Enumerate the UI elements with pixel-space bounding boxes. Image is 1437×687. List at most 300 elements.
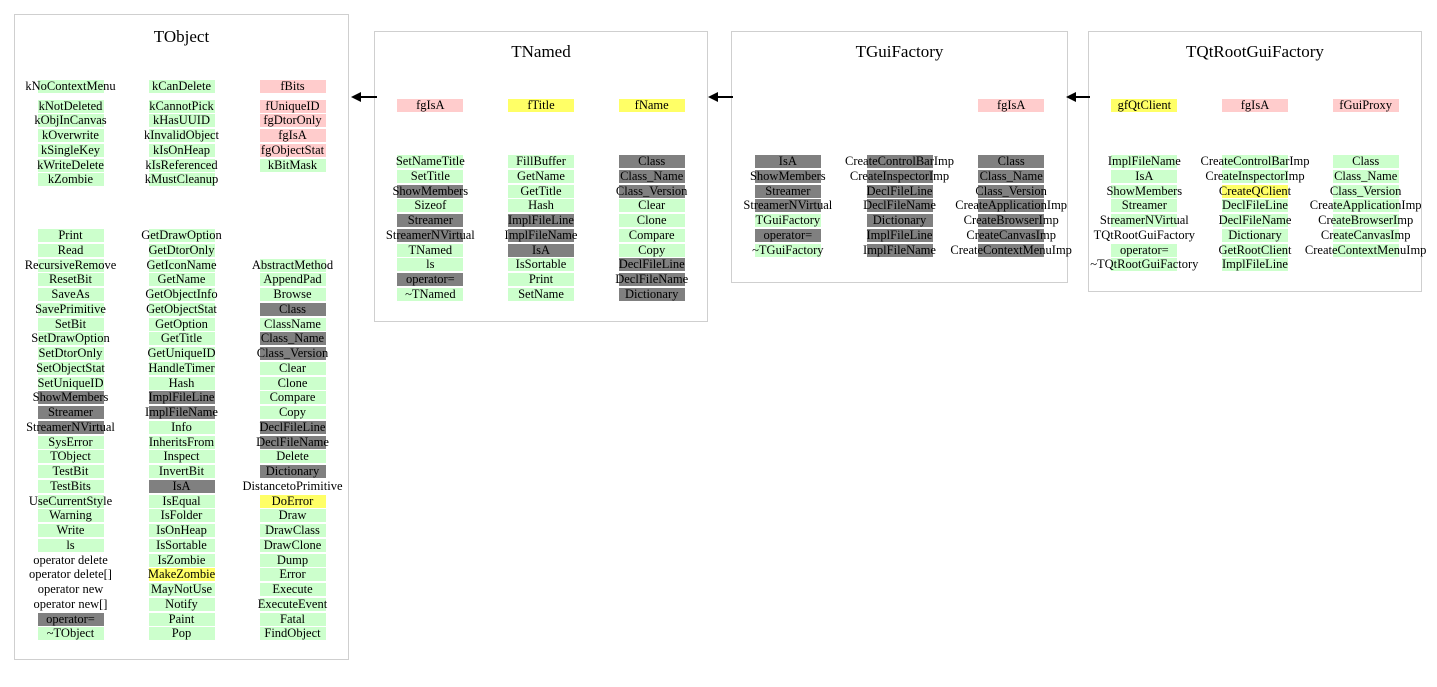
method-chip-execute[interactable] <box>260 583 326 596</box>
method-label: operator= <box>46 611 95 626</box>
method-chip-clear[interactable] <box>260 362 326 375</box>
method-label: Class_Version <box>1329 183 1402 198</box>
method-label: MayNotUse <box>150 582 213 596</box>
method-chip-class-version[interactable] <box>615 183 688 198</box>
method-chip-isa[interactable] <box>508 244 574 257</box>
method-chip-setname[interactable] <box>508 288 574 301</box>
method-label: SetDrawOption <box>31 331 110 346</box>
method-chip-getrootclient[interactable] <box>1218 242 1292 257</box>
method-chip-usecurrentstyle[interactable] <box>28 493 113 508</box>
method-chip-createapplicationimp[interactable] <box>1309 198 1422 213</box>
method-label: operator= <box>405 272 455 286</box>
attribute-label: kBitMask <box>267 157 318 172</box>
method-chip-makezombie[interactable] <box>149 568 215 581</box>
method-chip-implfileline[interactable] <box>508 214 574 227</box>
attribute-label: kCanDelete <box>151 79 211 93</box>
method-chip-createcontextmenuimp[interactable] <box>1304 242 1427 257</box>
method-label: StreamerNVirtual <box>385 227 475 242</box>
tobject-attrs-column-3 <box>237 80 348 188</box>
attribute-chip-gfqtclient[interactable] <box>1111 99 1177 112</box>
method-chip-gettitle[interactable] <box>508 185 574 198</box>
attribute-chip-fgdtoronly[interactable] <box>260 114 326 127</box>
attribute-label: kIsReferenced <box>145 157 218 172</box>
method-chip-compare[interactable] <box>260 391 326 404</box>
method-chip-delete[interactable] <box>260 450 326 463</box>
method-label: CreateBrowserImp <box>963 213 1059 227</box>
method-chip-streamer[interactable] <box>1111 199 1177 212</box>
method-chip-implfileline[interactable] <box>149 391 215 404</box>
attribute-label: fgIsA <box>278 128 307 142</box>
method-label: Copy <box>638 242 666 257</box>
method-chip-tguifactory[interactable] <box>755 214 821 227</box>
method-chip-issortable[interactable] <box>149 539 215 552</box>
method-chip-info[interactable] <box>149 421 215 434</box>
method-label: GetName <box>157 272 206 287</box>
method-label: IsFolder <box>160 508 203 523</box>
method-chip-distancetoprimitive[interactable] <box>242 478 343 493</box>
method-label: DrawClone <box>263 537 322 552</box>
method-label: Class_Version <box>975 183 1047 198</box>
attribute-chip-fgobjectstat[interactable] <box>260 144 326 157</box>
method-chip-copy[interactable] <box>619 244 685 257</box>
method-chip-print[interactable] <box>38 229 104 242</box>
class-title-tqtrootguifactory[interactable]: TQtRootGuiFactory <box>1186 42 1324 61</box>
attribute-label: kMustCleanup <box>144 172 219 187</box>
method-label: ImplFileLine <box>1222 257 1288 272</box>
method-chip-operator[interactable] <box>397 273 463 286</box>
method-chip-classname[interactable] <box>260 318 326 331</box>
tnamed-methods-column-1 <box>375 155 486 303</box>
attribute-chip-kwritedelete[interactable] <box>38 159 104 172</box>
tobject-attrs-column-2 <box>126 80 237 188</box>
method-chip-declfilename[interactable] <box>1218 213 1292 227</box>
method-chip-class-version[interactable] <box>256 346 329 360</box>
method-label: DistancetoPrimitive <box>242 478 343 493</box>
method-chip-streamernvirtual[interactable] <box>385 227 475 242</box>
method-chip-inheritsfrom[interactable] <box>149 436 215 449</box>
method-chip-drawclass[interactable] <box>260 524 326 537</box>
method-chip-handletimer[interactable] <box>149 362 215 375</box>
method-chip-resetbit[interactable] <box>38 273 104 286</box>
method-chip-dump[interactable] <box>260 554 326 567</box>
method-chip-issortable[interactable] <box>508 258 574 271</box>
method-chip-fillbuffer[interactable] <box>508 155 574 168</box>
class-title-tobject[interactable]: TObject <box>153 27 210 46</box>
method-label: ls <box>426 257 435 272</box>
method-chip-browse[interactable] <box>260 288 326 301</box>
method-chip-showmembers[interactable] <box>1106 183 1183 198</box>
method-chip-streamer[interactable] <box>755 185 821 198</box>
method-label: DeclFileName <box>863 198 936 213</box>
method-label: ImplFileLine <box>508 213 574 227</box>
method-label: ImplFileLine <box>866 227 933 242</box>
tobject-attrs-section <box>15 80 348 188</box>
method-chip-write[interactable] <box>38 524 104 537</box>
method-chip-implfilename[interactable] <box>145 405 218 419</box>
method-label: Class_Name <box>260 331 325 346</box>
method-chip-tguifactory[interactable] <box>752 242 824 257</box>
method-chip-declfilename[interactable] <box>256 434 329 449</box>
method-chip-clear[interactable] <box>619 199 685 212</box>
method-label: ImplFileName <box>145 405 218 419</box>
method-chip-operator[interactable] <box>38 613 104 626</box>
method-chip-operator-delete[interactable] <box>29 567 112 582</box>
method-chip-streamernvirtual[interactable] <box>26 419 115 434</box>
attribute-chip-fbits[interactable] <box>260 80 326 93</box>
attribute-chip-kcandelete[interactable] <box>149 80 215 93</box>
method-label: Class <box>997 154 1025 168</box>
method-label: Notify <box>165 596 198 611</box>
method-chip-implfilename[interactable] <box>863 242 936 257</box>
method-chip-createinspectorimp[interactable] <box>1205 168 1305 183</box>
method-chip-syserror[interactable] <box>38 436 104 449</box>
method-chip-isa[interactable] <box>149 480 215 493</box>
attribute-chip-knocontextmenu[interactable] <box>25 79 116 93</box>
method-chip-class-name[interactable] <box>619 170 685 183</box>
method-chip-implfileline[interactable] <box>867 229 933 242</box>
method-chip-implfileline[interactable] <box>1222 258 1288 271</box>
method-chip-getdtoronly[interactable] <box>149 244 215 257</box>
method-label: Warning <box>49 508 92 523</box>
attribute-chip-fgisa[interactable] <box>397 99 463 112</box>
method-label: GetObjectInfo <box>145 287 218 301</box>
method-chip-testbit[interactable] <box>38 465 104 478</box>
method-label: SavePrimitive <box>35 301 106 316</box>
tguifactory-methods-column-1 <box>732 155 844 258</box>
method-label: ImplFileName <box>863 242 936 257</box>
attribute-chip-fguiproxy[interactable] <box>1333 99 1399 112</box>
attribute-label: fgIsA <box>416 98 445 112</box>
tqtrootguifactory-methods-column-1 <box>1089 155 1200 273</box>
method-label: IsSortable <box>156 537 207 552</box>
method-chip-class[interactable] <box>1333 155 1399 168</box>
attribute-chip-ftitle[interactable] <box>508 99 574 112</box>
method-label: SetUniqueID <box>37 375 104 390</box>
method-label: Dictionary <box>265 464 320 478</box>
method-chip-drawclone[interactable] <box>260 539 326 552</box>
method-chip-class[interactable] <box>978 155 1044 168</box>
method-label: FillBuffer <box>516 154 566 168</box>
method-chip-implfilename[interactable] <box>1107 154 1181 168</box>
method-chip-streamer[interactable] <box>38 406 104 419</box>
method-chip-iszombie[interactable] <box>149 554 215 567</box>
method-label: Sizeof <box>414 198 447 213</box>
method-chip-isonheap[interactable] <box>149 524 215 537</box>
method-chip-getname[interactable] <box>149 273 215 286</box>
method-label: SysError <box>48 434 93 449</box>
method-chip-error[interactable] <box>260 568 326 581</box>
method-chip-maynotuse[interactable] <box>149 583 215 596</box>
method-label: GetDrawOption <box>141 228 222 242</box>
method-chip-tnamed[interactable] <box>397 288 463 301</box>
method-chip-operator-delete[interactable] <box>33 552 108 567</box>
method-chip-setnametitle[interactable] <box>397 155 463 168</box>
method-label: GetTitle <box>160 331 203 346</box>
method-label: UseCurrentStyle <box>28 493 113 508</box>
method-chip-ls[interactable] <box>397 258 463 271</box>
method-label: CreateCanvasImp <box>966 227 1056 242</box>
method-chip-executeevent[interactable] <box>257 596 328 611</box>
method-chip-showmembers[interactable] <box>32 390 109 405</box>
method-chip-setobjectstat[interactable] <box>38 362 104 375</box>
method-chip-getobjectstat[interactable] <box>146 301 217 316</box>
attribute-chip-kbitmask[interactable] <box>260 159 326 172</box>
method-label: IsA <box>1135 168 1154 183</box>
tqtrootguifactory-attrs-column-3 <box>1310 99 1421 114</box>
method-chip-createqclient[interactable] <box>1218 183 1292 198</box>
method-chip-createcontrolbarimp[interactable] <box>1200 154 1310 168</box>
method-chip-read[interactable] <box>38 244 104 257</box>
method-chip-settitle[interactable] <box>397 170 463 183</box>
tguifactory-methods-section <box>732 154 1072 258</box>
method-chip-implfilename[interactable] <box>504 227 578 242</box>
method-chip-tobject[interactable] <box>38 627 104 640</box>
attribute-chip-fname[interactable] <box>619 99 685 112</box>
method-chip-isfolder[interactable] <box>149 509 215 522</box>
method-chip-getobjectinfo[interactable] <box>145 287 218 301</box>
method-chip-inspect[interactable] <box>149 450 215 463</box>
method-chip-getname[interactable] <box>508 170 574 183</box>
method-chip-operator[interactable] <box>755 229 821 242</box>
method-label: Class_Version <box>615 183 688 198</box>
method-chip-class-version[interactable] <box>975 183 1047 198</box>
method-label: IsSortable <box>515 257 567 272</box>
arrow-shaft <box>718 96 733 98</box>
tnamed-methods-section <box>375 155 707 303</box>
method-label: DeclFileLine <box>866 183 933 198</box>
method-label: Pop <box>171 626 192 641</box>
method-chip-operator-new[interactable] <box>38 583 104 596</box>
method-label: Write <box>56 523 85 537</box>
method-chip-warning[interactable] <box>38 509 104 522</box>
method-chip-fatal[interactable] <box>260 613 326 626</box>
method-chip-saveas[interactable] <box>38 288 104 301</box>
method-chip-setbit[interactable] <box>38 318 104 331</box>
method-chip-isa[interactable] <box>1111 170 1177 183</box>
method-label: operator new[] <box>33 596 108 611</box>
method-label: Fatal <box>280 611 305 626</box>
attribute-chip-knotdeleted[interactable] <box>38 100 104 113</box>
class-box-tguifactory <box>731 31 1072 283</box>
method-chip-operator-new[interactable] <box>33 596 108 611</box>
method-chip-copy[interactable] <box>260 406 326 419</box>
method-label: Read <box>57 242 84 257</box>
attribute-label: fTitle <box>527 98 555 112</box>
method-chip-getoption[interactable] <box>149 318 215 331</box>
method-chip-hash[interactable] <box>508 199 574 212</box>
method-chip-getuniqueid[interactable] <box>149 347 215 360</box>
attribute-chip-funiqueid[interactable] <box>260 100 326 113</box>
tobject-methods-column-3 <box>237 229 348 642</box>
attribute-chip-kzombie[interactable] <box>38 173 104 186</box>
method-chip-setuniqueid[interactable] <box>38 377 104 390</box>
method-chip-clone[interactable] <box>260 377 326 390</box>
method-chip-declfileline[interactable] <box>619 258 685 271</box>
method-chip-tobject[interactable] <box>38 450 104 463</box>
method-chip-setdtoronly[interactable] <box>38 347 104 360</box>
method-label: IsA <box>778 154 797 168</box>
method-chip-declfileline[interactable] <box>867 185 933 198</box>
method-chip-operator[interactable] <box>1111 244 1177 257</box>
method-label: TNamed <box>408 242 453 257</box>
method-chip-streamer[interactable] <box>397 214 463 227</box>
method-label: Class_Name <box>620 168 684 183</box>
method-chip-declfilename[interactable] <box>863 198 936 213</box>
attribute-label: fgDtorOnly <box>263 113 322 128</box>
attribute-label: fGuiProxy <box>1339 98 1393 112</box>
method-chip-createbrowserimp[interactable] <box>963 213 1059 227</box>
class-title-tguifactory[interactable]: TGuiFactory <box>855 42 944 61</box>
attribute-label: kZombie <box>47 172 94 187</box>
method-chip-createcontextmenuimp[interactable] <box>950 242 1072 257</box>
method-chip-createapplicationimp[interactable] <box>955 198 1068 213</box>
attribute-label: kOverwrite <box>42 128 99 142</box>
method-label: Hash <box>168 375 195 390</box>
attribute-chip-kobjincanvas[interactable] <box>34 113 107 128</box>
method-label: RecursiveRemove <box>24 257 117 272</box>
method-chip-createcanvasimp[interactable] <box>966 227 1056 242</box>
method-label: StreamerNVirtual <box>26 419 115 434</box>
method-label: StreamerNVirtual <box>1099 213 1189 227</box>
method-chip-isa[interactable] <box>755 155 821 168</box>
attribute-chip-kisreferenced[interactable] <box>145 157 218 172</box>
method-chip-findobject[interactable] <box>260 627 326 640</box>
method-chip-tnamed[interactable] <box>397 244 463 257</box>
method-chip-class[interactable] <box>619 155 685 168</box>
attribute-chip-fgisa[interactable] <box>1222 99 1288 112</box>
method-chip-notify[interactable] <box>149 598 215 611</box>
method-label: ShowMembers <box>392 183 469 198</box>
method-chip-createbrowserimp[interactable] <box>1318 213 1414 227</box>
method-chip-class-name[interactable] <box>978 170 1044 183</box>
method-chip-declfilename[interactable] <box>615 272 689 286</box>
method-label: Class_Name <box>979 168 1043 183</box>
tguifactory-methods-column-3 <box>950 154 1072 258</box>
method-chip-compare[interactable] <box>619 229 685 242</box>
method-chip-streamernvirtual[interactable] <box>1099 213 1189 227</box>
attribute-chip-koverwrite[interactable] <box>38 129 104 142</box>
method-chip-appendpad[interactable] <box>260 273 326 286</box>
attribute-label: kIsOnHeap <box>153 142 210 157</box>
method-chip-paint[interactable] <box>149 613 215 626</box>
method-chip-showmembers[interactable] <box>392 183 469 198</box>
method-chip-ls[interactable] <box>38 539 104 552</box>
method-chip-class-version[interactable] <box>1329 183 1402 198</box>
attribute-chip-khasuuid[interactable] <box>149 114 215 127</box>
tqtrootguifactory-methods-column-2 <box>1200 155 1311 273</box>
attribute-label: fName <box>634 98 669 112</box>
method-chip-draw[interactable] <box>260 509 326 522</box>
method-label: ShowMembers <box>32 390 109 405</box>
method-label: CreateControlBarImp <box>1200 154 1310 168</box>
attribute-chip-kmustcleanup[interactable] <box>144 172 219 187</box>
attribute-label: fgObjectStat <box>260 142 325 157</box>
method-chip-tqtrootguifactory[interactable] <box>1093 227 1196 242</box>
method-label: GetName <box>517 168 565 183</box>
method-label: CreateQClient <box>1218 183 1292 198</box>
method-label: Browse <box>273 287 312 301</box>
method-label: Streamer <box>1121 198 1167 213</box>
method-chip-isequal[interactable] <box>149 495 215 508</box>
inheritance-arrow-tguifactory-to-tnamed <box>708 92 733 102</box>
method-chip-streamernvirtual[interactable] <box>743 198 833 213</box>
method-chip-invertbit[interactable] <box>149 465 215 478</box>
method-chip-createinspectorimp[interactable] <box>849 168 950 183</box>
method-chip-recursiveremove[interactable] <box>24 257 117 272</box>
method-label: ls <box>66 537 75 552</box>
attribute-chip-fgisa[interactable] <box>260 129 326 142</box>
method-chip-class-name[interactable] <box>260 332 326 345</box>
class-box-tobject <box>14 14 349 660</box>
attribute-label: fgIsA <box>996 98 1026 112</box>
attribute-chip-ksinglekey[interactable] <box>38 144 104 157</box>
method-chip-showmembers[interactable] <box>749 168 826 183</box>
method-chip-abstractmethod[interactable] <box>251 257 334 272</box>
method-label: Info <box>171 419 192 434</box>
method-chip-dictionary[interactable] <box>1222 229 1288 242</box>
method-chip-testbits[interactable] <box>38 480 104 493</box>
class-title-tnamed[interactable]: TNamed <box>511 42 571 61</box>
method-label: Clear <box>278 360 307 375</box>
method-chip-clone[interactable] <box>619 214 685 227</box>
tguifactory-attrs-column-3 <box>955 99 1067 114</box>
method-chip-gettitle[interactable] <box>149 332 215 345</box>
method-chip-dictionary[interactable] <box>619 288 685 301</box>
method-chip-class[interactable] <box>260 303 326 316</box>
method-label: Clone <box>277 375 308 390</box>
method-chip-createcanvasimp[interactable] <box>1320 227 1411 242</box>
tobject-methods-section <box>15 229 348 642</box>
method-chip-declfileline[interactable] <box>260 421 326 434</box>
method-label: Dictionary <box>624 286 679 301</box>
method-chip-sizeof[interactable] <box>397 199 463 212</box>
method-label: CreateApplicationImp <box>955 198 1068 213</box>
attribute-chip-kinvalidobject[interactable] <box>144 128 219 142</box>
inheritance-arrow-tqtrootguifactory-to-tguifactory <box>1066 92 1090 102</box>
method-label: IsA <box>531 242 551 257</box>
method-chip-declfileline[interactable] <box>1222 199 1288 212</box>
method-label: SaveAs <box>51 287 90 301</box>
method-chip-createcontrolbarimp[interactable] <box>845 154 954 168</box>
method-chip-geticonname[interactable] <box>146 257 217 272</box>
method-label: CreateInspectorImp <box>849 168 950 183</box>
method-chip-getdrawoption[interactable] <box>141 228 222 242</box>
method-label: operator delete <box>33 552 108 567</box>
attribute-label: kSingleKey <box>40 142 101 157</box>
method-chip-hash[interactable] <box>149 377 215 390</box>
method-chip-pop[interactable] <box>149 627 215 640</box>
method-chip-tqtrootguifactory[interactable] <box>1090 257 1199 272</box>
attribute-chip-kisonheap[interactable] <box>149 144 215 157</box>
method-chip-dictionary[interactable] <box>260 465 326 478</box>
class-box-tqtrootguifactory <box>1088 31 1427 292</box>
method-chip-saveprimitive[interactable] <box>35 301 106 316</box>
tqtrootguifactory-attrs-section <box>1089 99 1421 114</box>
method-label: CreateBrowserImp <box>1318 213 1414 227</box>
method-chip-setdrawoption[interactable] <box>31 331 110 346</box>
attribute-label: kHasUUID <box>153 113 210 128</box>
method-label: SetTitle <box>410 168 450 183</box>
method-label: Class_Name <box>1334 168 1398 183</box>
attribute-chip-kcannotpick[interactable] <box>149 100 215 113</box>
method-chip-dictionary[interactable] <box>867 214 933 227</box>
method-label: DeclFileName <box>1218 213 1292 227</box>
method-chip-print[interactable] <box>508 273 574 286</box>
method-label: ~TQtRootGuiFactory <box>1090 257 1199 272</box>
method-chip-doerror[interactable] <box>260 495 326 508</box>
attribute-chip-fgisa[interactable] <box>978 99 1044 112</box>
method-chip-class-name[interactable] <box>1333 170 1399 183</box>
